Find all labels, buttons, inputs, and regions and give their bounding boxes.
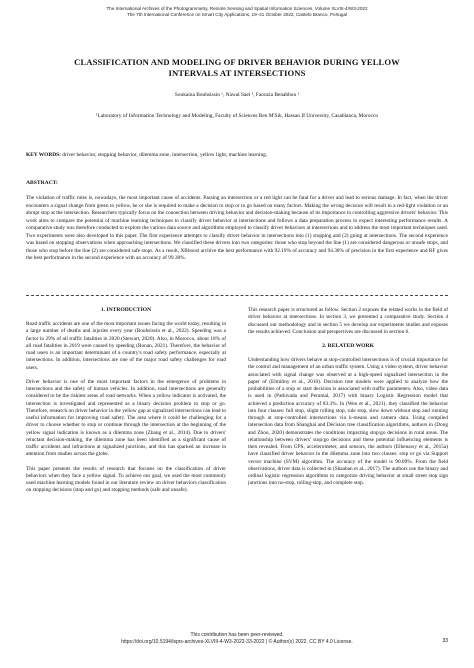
keywords [26, 152, 448, 159]
header-line-2: The 7th International Conference on Smart City Applications, 19–21 October 2022, Castelo Branco, Portugal [126, 12, 348, 17]
introduction-paragraph-3: This paper presents the results of research that focuses on the classification of driver behaviors when they face a yellow signal. To achieve our goal, we used the most commonly used machine learning models found in our literature review on driver behaviors classification on stopping decisions (stop and go) and stopping methods (safe and unsafe). [26, 465, 226, 494]
page-number: 33 [442, 638, 448, 644]
header-line-1: The International Archives of the Photogrammetry, Remote Sensing and Spatial Information Sciences, Volume XLVIII-4/W3-2022 [106, 6, 368, 11]
title-line-2: INTERVALS AT INTERSECTIONS [168, 68, 306, 78]
introduction-paragraph-2: Driver behavior is one of the most important factors in the emergence of problems in intersections and the safety of human vehicles. In addition, road intersections are generally considered to be the riskiest areas of road networks. When a yellow indicator is activated, the intersection is investigated and represented as a binary decision problem to stop or go. Therefore, research on driver behavior in the yellow gap at signalized intersections can lead to useful information for improving road safety. The area where it could be challenging for a driver to choose whether to stop or continue through the intersection at the beginning of the yellow signal indication is known as a dilemma zone (Zhang et al., 2014). Due to drivers' reluctant decision-making, the dilemma zone has been identified as a significant cause of traffic accidents and infractions at signalized junctions, and this has sparked an increase in attention from studies across the globe. [26, 378, 226, 458]
paper-title [40, 57, 434, 79]
structure-paragraph: This research paper is structured as follow. Section 2 exposes the related works in the field of driver behavior at intersections. In section 3, we presented a comparative study. Section 4 discussed our methodology and in section 5 we develop our experiments studies and exposes the results achieved. Conclusion and perspectives are discussed in section 6. [248, 307, 448, 335]
keywords-label: KEY WORDS: [26, 152, 61, 158]
related-work-heading: 2. RELATED WORK [322, 343, 374, 349]
introduction-heading: 1. INTRODUCTION [100, 307, 152, 313]
abstract-text: The violation of traffic rules is, nowadays, the most important cause of accidents. Passing an intersection or a red light can be fatal for a driver and lead to serious damage. In fact, when the driver encounters a signal change from green to yellow, he or she is required to make a decision to stop or to go based on many factors. Making the wrong decision will result in a red-light violation or an abrupt stop at the intersection. Researchers typically focus on the connection between driving behavior and decision-making because of its importance in controlling aggressive drivers' behavior. This work aims to compare the potential of machine learning techniques to classify driver behavior at intersections and follows a data preparation process to expect interesting performance results. A comparative study was therefore conducted to explore the various data source and algorithms employed to classify driver behaviors at intersections and to address the most important techniques used. Two experiments were also developed in this paper. The first experience attempts to classify driver behavior in intersections into (1) stopping and (2) going at intersections. The second experience was based on stopping observations when approaching intersections. We classified these drivers into two categories: those who stop beyond the line (1) are considered dangerous or unsafe stops, and those who stop before the line (2) are considered safe stops. As a result, XBboost archive the best performance with 92.19% of accuracy and 94.38% of precision in the first experience and RF gives the best performance in the second experience with an accuracy of 99.38%. [26, 195, 448, 262]
running-header [30, 6, 444, 18]
section-divider [26, 295, 448, 296]
related-work-paragraph: Understanding how drivers behave at stop-controlled intersections is of crucial importance for the control and management of an urban traffic system. Using a video system, driver behavior associated with signal change was observed at a high-speed signalized intersection in the paper of (Elmitiny et al., 2010). Decision tree models were applied to analyze how the probabilities of a stop or start decision is associated with traffic parameters. Also, video data is used in (Pathivada and Perumal, 2017) with binary Logistic Regression model that achieved a prediction accuracy of 83.3%. In (Wen et al., 2021), they classified the behavior into four classes: full stop, slight rolling stop, rule stop, slow down without stop and running through at stop-controlled intersections via k-means and camera data. Using compiled intersection data from Shanghai and Decision tree classification algorithms, authors in (Dong and Zhou, 2020) demonstrates the conditions impacting stop/go decisions in rural areas. The relationship between drivers' stop/go decisions and these potential influencing elements is then revealed. From GPS, accelerometer, and sensors, the authors (Elhenawy et al., 2015a) have classified driver behavior in the dilemma zone into two classes: stop or go via Support vector machine (SVM) algorithm. The accuracy of the model is 90.09%. From the field observations, driver data is collected in (Shaaban et al., 2017). The authors use the binary and ordinal logistic regression algorithms to categorize driving behavior at small street stop sign junctions into no-stop, rolling-stop, and complete stop. [248, 357, 448, 487]
abstract-heading: ABSTRACT: [26, 180, 58, 186]
title-line-1: CLASSIFICATION AND MODELING OF DRIVER BEHAVIOR DURING YELLOW [74, 57, 400, 67]
peer-review-note: This contribution has been peer-reviewed. [190, 632, 284, 638]
doi-license-line: https://doi.org/10.5194/isprs-archives-XLVIII-4-W3-2022-33-2022 | © Author(s) 2022. CC BY 4.0 License. [121, 638, 353, 645]
keywords-text: driver behavior, stopping behavior, dilemma zone, intersection, yellow light, machine learning. [60, 152, 268, 158]
author-list: Soukaina Bouhsissin ¹, Nawal Sael ¹, Faouzia Benabbou ¹ [174, 92, 300, 98]
page-footer [26, 632, 448, 645]
right-column [248, 307, 448, 495]
left-column [26, 307, 226, 502]
introduction-paragraph-1: Road traffic accidents are one of the most important issues facing the world today, resulting in a large number of deaths and injuries every year (Bouhsissin et al., 2022). Speeding was a factor in 29% of all traffic fatalities in 2020 (Stewart, 2020). Also, in Morocco, about 18% of all road fatalities in 2019 were caused by speeding (Ronan, 2021). Therefore, the behavior of road users is an important determinant of a country's road safety performance, especially at intersections. In addition, intersections are one of the major road safety challenges for road users. [26, 321, 226, 371]
affiliation: ¹Laboratory of Information Technology and Modeling, Faculty of Sciences Ben M'Sik, Hassan II University, Casablanca, Morocco [95, 113, 379, 119]
